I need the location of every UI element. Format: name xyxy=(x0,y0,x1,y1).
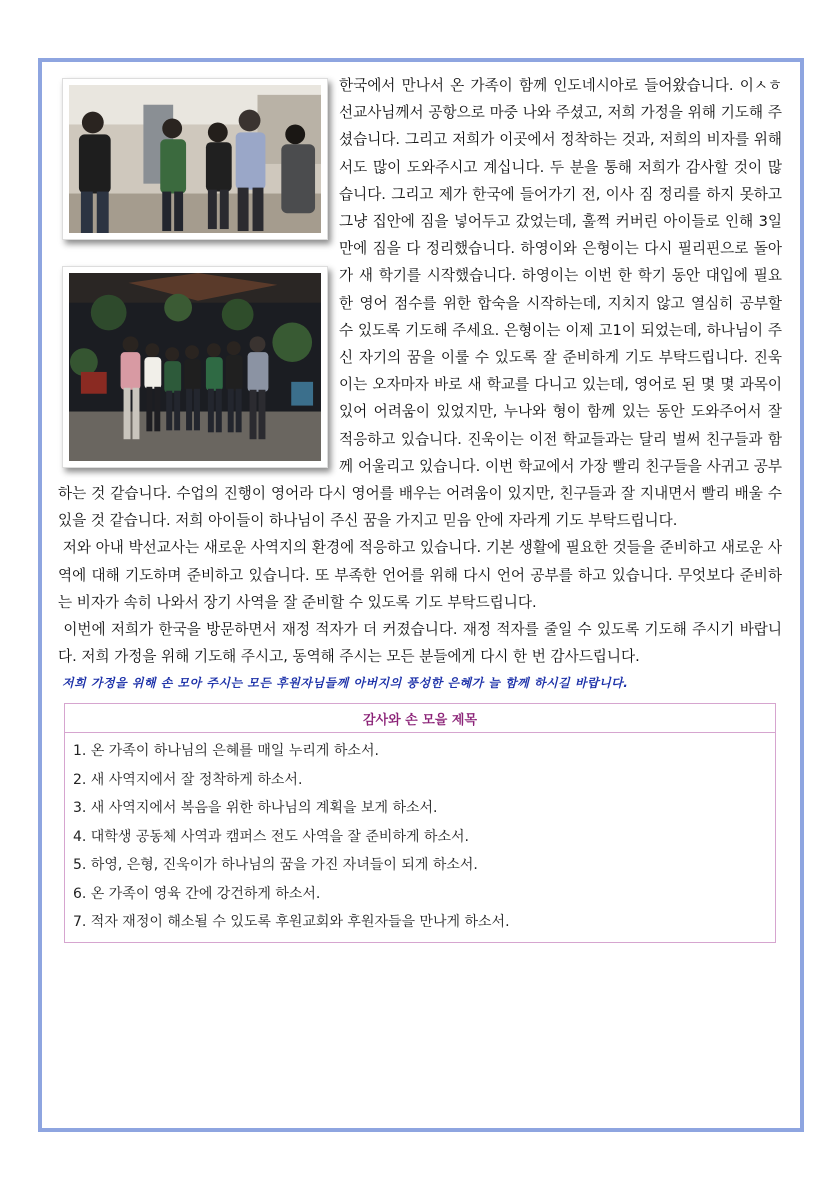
indoor-photo-illustration xyxy=(69,85,321,233)
blessing-message: 저희 가정을 위해 손 모아 주시는 모든 후원자님들께 아버지의 풍성한 은혜가 늘 함께 하시길 바랍니다. xyxy=(62,676,629,691)
prayer-item: 7. 적자 재정이 해소될 수 있도록 후원교회와 후원자들을 만나게 하소서. xyxy=(73,913,510,930)
prayer-item: 5. 하영, 은형, 진욱이가 하나님의 꿈을 가진 자녀들이 되게 하소서. xyxy=(73,857,478,874)
prayer-item: 4. 대학생 공동체 사역과 캠퍼스 전도 사역을 잘 준비하게 하소서. xyxy=(73,828,469,845)
paragraph-finances-text: 이번에 저희가 한국을 방문하면서 재정 적자가 더 커졌습니다. 재정 적자를 줄일 수 있도록 기도해 주시기 바랍니다. 저희 가정을 위해 기도해 주시고, 동역해 주시는 모든 분들에게 다시 한 번 감사드립니다. xyxy=(58,621,782,666)
prayer-requests-title: 감사와 손 모을 제목 xyxy=(65,704,775,733)
paragraph-finances xyxy=(58,616,782,670)
paragraph-ministry-adjustment xyxy=(58,534,782,616)
prayer-item: 1. 온 가족이 하나님의 은혜를 매일 누리게 하소서. xyxy=(73,743,379,760)
prayer-item: 2. 새 사역지에서 잘 정착하게 하소서. xyxy=(73,771,303,788)
family-photo-indoor xyxy=(62,78,328,240)
prayer-item: 6. 온 가족이 영육 간에 강건하게 하소서. xyxy=(73,885,321,902)
family-photo-outdoor xyxy=(62,266,328,468)
prayer-requests-list xyxy=(65,733,775,942)
outdoor-photo-illustration xyxy=(69,273,321,461)
photo-column xyxy=(58,72,333,468)
letter-content xyxy=(58,72,782,943)
paragraph-family-news: 한국에서 만나서 온 가족이 함께 인도네시아로 들어왔습니다. 이ㅅㅎ 선교사님께서 공항으로 마중 나와 주셨고, 저희 가정을 위해 기도해 주셨습니다. 그리고 저희가 이곳에서 정착하는 것과, 저희의 비자를 위해서도 많이 도와주시고 계십니다. 두 분을 통해 저희가 감사할 것이 많습니다. 그리고 제가 한국에 들어가기 전, 이사 짐 정리를 하지 못하고 그냥 집안에 짐을 넣어두고 갔었는데, 훌쩍 커버린 아이들로 인해 3일 만에 짐을 다 정리했습니다. 하영이와 은형이는 다시 필리핀으로 돌아가 새 학기를 시작했습니다. 하영이는 이번 한 학기 동안 대입에 필요한 영어 점수를 위한 합숙을 시작하는데, 지치지 않고 열심히 공부할 수 있도록 기도해 주세요. 은형이는 이제 고1이 되었는데, 하나님이 주신 자기의 꿈을 이룰 수 있도록 잘 준비하게 기도 부탁드립니다. 진욱이는 오자마자 바로 새 학교를 다니고 있는데, 영어로 된 몇 몇 과목이 있어 어려움이 있었지만, 누나와 형이 함께 있는 동안 도와주어서 잘 적응하고 있습니다. 진욱이는 이전 학교들과는 달리 벌써 친구들과 함께 어울리고 있습니다. 이번 학교에서 가장 빨리 친구들을 사귀고 공부하는 것 같습니다. 수업의 진행이 영어라 다시 영어를 배우는 어려움이 있지만, 친구들과 잘 지내면서 빨리 배울 수 있을 것 같습니다. 저희 아이들이 하나님이 주신 꿈을 가지고 믿음 안에 자라게 기도 부탁드립니다. xyxy=(58,77,782,530)
prayer-requests-box xyxy=(64,703,776,943)
paragraph-ministry-text: 저와 아내 박선교사는 새로운 사역지의 환경에 적응하고 있습니다. 기본 생활에 필요한 것들을 준비하고 새로운 사역에 대해 기도하며 준비하고 있습니다. 또 부족한 언어를 위해 다시 언어 공부를 하고 있습니다. 무엇보다 준비하는 비자가 속히 나와서 장기 사역을 잘 준비할 수 있도록 기도 부탁드립니다. xyxy=(58,539,783,611)
prayer-item: 3. 새 사역지에서 복음을 위한 하나님의 계획을 보게 하소서. xyxy=(73,800,438,817)
